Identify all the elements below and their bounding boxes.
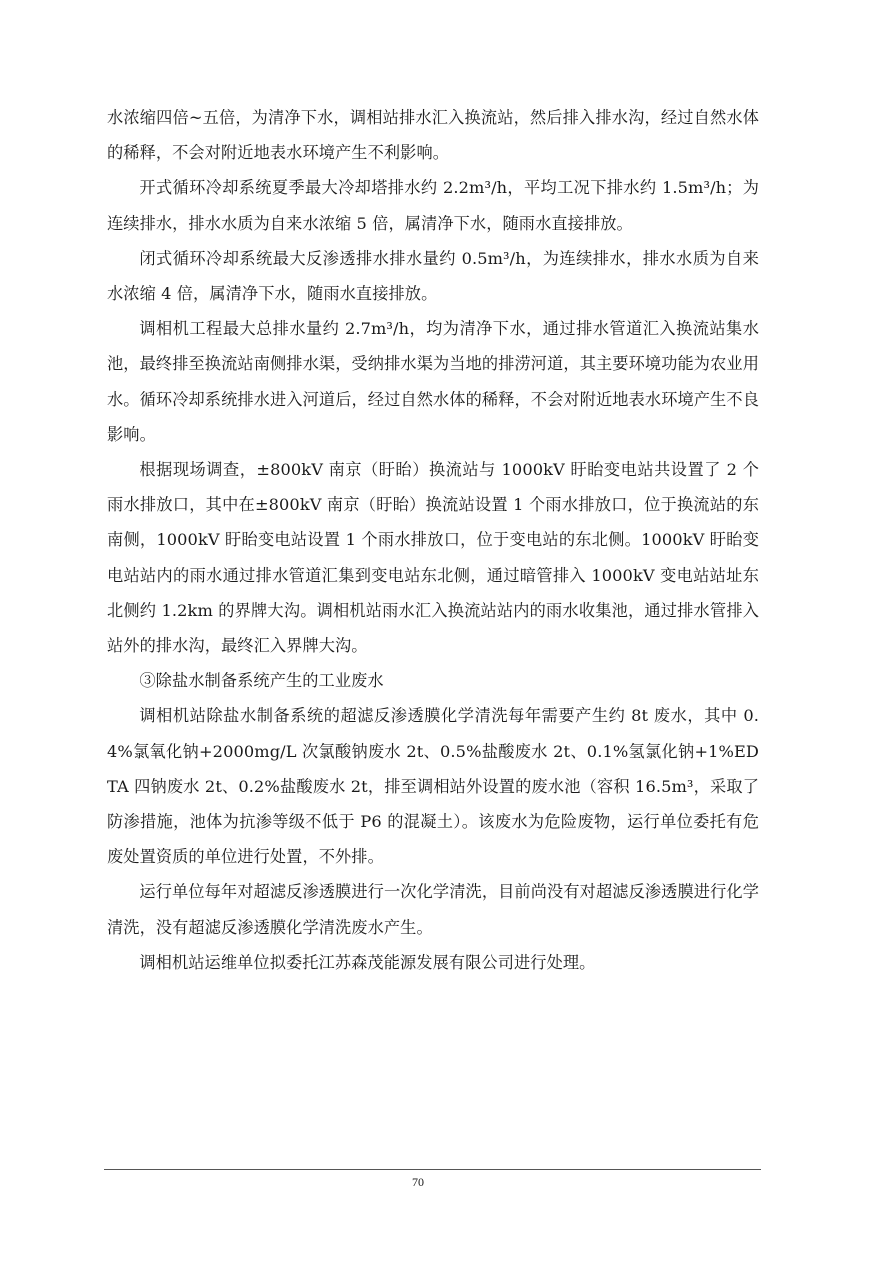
paragraph: 闭式循环冷却系统最大反渗透排水排水量约 0.5m³/h，为连续排水，排水水质为自来水浓缩 4 倍，属清净下水，随雨水直接排放。 — [107, 248, 759, 304]
footer-divider — [104, 1169, 761, 1170]
paragraph: 调相机站除盐水制备系统的超滤反渗透膜化学清洗每年需要产生约 8t 废水，其中 0.4%氯氧化钠+2000mg/L 次氯酸钠废水 2t、0.5%盐酸废水 2t、0.1%氢氯化钠+1%EDTA 四钠废水 2t、0.2%盐酸废水 2t，排至调相站外设置的废水池（容积 16.5m³，采取了防渗措施，池体为抗渗等级不低于 P6 的混凝土）。该废水为危险废物，运行单位委托有危废处置资质的单位进行处置，不外排。 — [107, 706, 759, 867]
paragraph: 根据现场调查，±800kV 南京（盱眙）换流站与 1000kV 盱眙变电站共设置了 2 个雨水排放口，其中在±800kV 南京（盱眙）换流站设置 1 个雨水排放口，位于换流站的东南侧，1000kV 盱眙变电站设置 1 个雨水排放口，位于变电站的东北侧。1000kV 盱眙变电站站内的雨水通过排水管道汇集到变电站东北侧，通过暗管排入 1000kV 变电站站址东北侧约 1.2km 的界牌大沟。调相机站雨水汇入换流站站内的雨水收集池，通过排水管排入站外的排水沟，最终汇入界牌大沟。 — [107, 460, 759, 656]
paragraph: 开式循环冷却系统夏季最大冷却塔排水约 2.2m³/h，平均工况下排水约 1.5m³/h；为连续排水，排水水质为自来水浓缩 5 倍，属清净下水，随雨水直接排放。 — [107, 178, 759, 233]
paragraph: 运行单位每年对超滤反渗透膜进行一次化学清洗，目前尚没有对超滤反渗透膜进行化学清洗，没有超滤反渗透膜化学清洗废水产生。 — [107, 882, 759, 937]
page-number: 70 — [412, 1175, 424, 1189]
paragraph: 调相机工程最大总排水量约 2.7m³/h，均为清净下水，通过排水管道汇入换流站集水池，最终排至换流站南侧排水渠，受纳排水渠为当地的排涝河道，其主要环境功能为农业用水。循环冷却系统排水进入河道后，经过自然水体的稀释，不会对附近地表水环境产生不良影响。 — [107, 319, 759, 444]
paragraph: 调相机站运维单位拟委托江苏森茂能源发展有限公司进行处理。 — [139, 952, 596, 972]
section-heading: ③除盐水制备系统产生的工业废水 — [139, 671, 384, 691]
document-body — [107, 100, 759, 980]
paragraph: 水浓缩四倍~五倍，为清净下水，调相站排水汇入换流站，然后排入排水沟，经过自然水体的稀释，不会对附近地表水环境产生不利影响。 — [107, 108, 759, 163]
